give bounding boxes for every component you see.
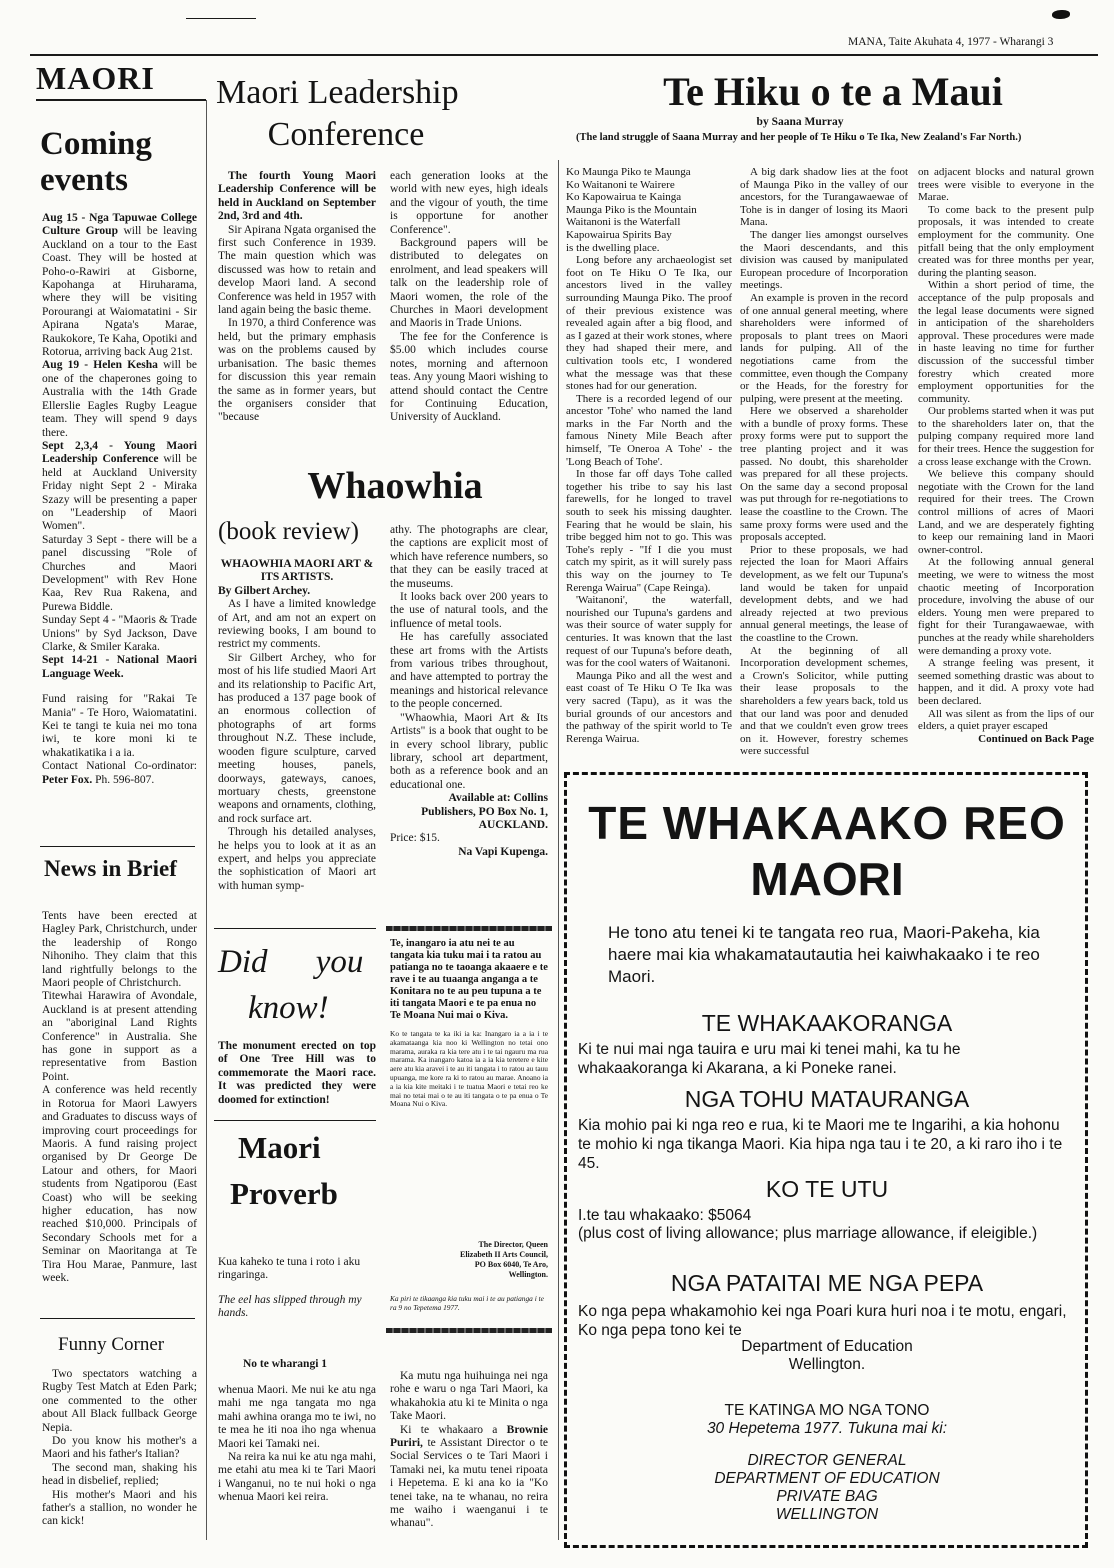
- hiku-para: All was silent as from the lips of our elders, a quiet prayer escaped: [918, 707, 1094, 733]
- didyouknow-rule: [214, 1120, 376, 1121]
- review-para: It looks back over 200 years to the use of natural tools, and the influence of metal tools.: [390, 591, 548, 630]
- leadership-para: each generation looks at the world with new eyes, high ideals and the vigour of youth, the time is opportune for another Conference".: [390, 170, 548, 236]
- wharangi-col-b: [390, 1370, 548, 1531]
- ad-text-pataitai: Ko nga pepa whakamohio kei nga Poari kura huri noa i te motu, engari, Ko nga pepa tono kei te: [578, 1303, 1067, 1339]
- leadership-para: Background papers will be distributed to delegates on enrolment, and lead speakers will talk on the leadership role of Maori women, the role of the Churches in Maori development and Maoris in Trade Unions.: [390, 237, 548, 330]
- hiku-col-c: [918, 166, 1094, 745]
- review-para: Through his detailed analyses, he helps you to look at it as an expert, and helps you appreciate the sophistication of Maori art with human symp-: [218, 826, 376, 892]
- hiku-para: Prior to these proposals, we had rejected the loan for Maori Affairs development, as we felt our Tupuna's land would be taken for unpaid development debts, and we had already rejected at two previous annual general meetings, the lease of the coastline to the Crown.: [740, 543, 908, 644]
- whaowhia-title: Whaowhia: [307, 465, 483, 507]
- continued-note: Continued on Back Page: [978, 732, 1094, 745]
- hiku-para: We believe this company should negotiate with the Crown for the land required for their trees. The Crown control millions of acres of Maori Land, and we are desperately fighting to keep our remaining land in Maori owner-control.: [918, 468, 1094, 556]
- notice-closing: Ka piri te tikaanga kia tuku mai i te au patianga i te ra 9 no Tepetema 1977.: [390, 1294, 544, 1312]
- ad-heading-whakaakoranga: TE WHAKAAKORANGA: [701, 1010, 953, 1036]
- funny-corner-title: Funny Corner: [58, 1334, 165, 1355]
- notice-heading: Te, inangaro ia atu nei te au tangata kia tuku mai i ta ratou au patianga no te taoanga akaaere e te rave i te au tuaanga anganga a te Konitara no te au peu tupuna a te iti tangata Maori e te pa enua no Te Moana Nui mai o Kiva.: [390, 938, 548, 1021]
- ad-text-utu-b: (plus cost of living allowance; plus marriage allowance, if eleigible.): [578, 1225, 1038, 1242]
- wharangi-para: Na reira ka nui ke atu nga mahi, me etahi atu mea ki te Tari Maori i Wanganui, no te nui hoki o nga whenua Maori kei reira.: [218, 1451, 376, 1504]
- leadership-para: In 1970, a third Conference was held, but the primary emphasis was on the problems caused by urbanisation. The basic themes for discussion this year remain the same as in former years, but the organisers consider that "because: [218, 317, 376, 424]
- ad-heading-utu: KO TE UTU: [765, 1176, 889, 1202]
- ad-address: [580, 1452, 1074, 1524]
- proverb-english: The eel has slipped through my hands.: [218, 1294, 362, 1320]
- news-item: Titewhai Harawira of Avondale, Auckland is at present attending an "aboriginal Land Rights Conference" in Australia. She has gone in support as a representative from Bastion Point.: [42, 990, 197, 1083]
- masthead-rule: [30, 54, 1098, 56]
- poem-line: Ko Maunga Piko te Maunga: [566, 166, 691, 178]
- hiku-para: Here we observed a shareholder with a bundle of proxy forms. These proxy forms were put to support the tree planting project and it was passed. No doubt, this shareholder was prepared for all these projects. On the same day a second proposal was put through for re-negotiations to lease the coastline to the Crown. The same proxy forms were used and the proposals accepted.: [740, 405, 908, 544]
- funny-para: Two spectators watching a Rugby Test Match at Eden Park; one commented to the other about All Black fullback George Nepia.: [42, 1368, 197, 1434]
- hiku-para: There is a recorded legend of our ancestor 'Tohe' who named the land marks in the Far North and the famous Ninety Mile Beach after himself, 'Te Oneroa A Tohe' - the 'Long Beach of Tohe'.: [566, 392, 732, 468]
- hiku-para: In those far off days Tohe called together his tribe to say his last farewells, for he longed to travel south to seek his missing daughter. Fearing that he would be slain, his tribe begged him not to go. This was Tohe's reply - "If I die you must catch my spirit, as it will surely pass this way on the journey to Te Rerenga Wairua" (Cape Reinga).: [566, 468, 732, 594]
- didyouknow-title-2: know!: [248, 990, 329, 1026]
- hiku-para: Within a short period of time, the acceptance of the pulp proposals and the legal lease documents were signed in anticipation of the shareholders approval. These procedures were made in haste leaving no time for further discussion of the successful timber forestry which created more employment opportunities for the community.: [918, 279, 1094, 405]
- funny-text: [42, 1368, 197, 1529]
- wharangi-para: Ka mutu nga huihuinga nei nga rohe e waru o nga Tari Maori, ka whakahokia atu ki te Minita o nga Take Maori.: [390, 1370, 548, 1423]
- fund-raising-text: Fund raising for "Rakai Te Mania" - Te Horo, Waiomatatini. Kei te tangi te kuia nei mo tona iwi, te kore moni ki te whakatikatika i a ia.: [42, 693, 197, 759]
- book-title: WHAOWHIA MAORI ART & ITS ARTISTS.: [220, 558, 374, 584]
- news-item: A conference was held recently in Rotorua for Maori Lawyers and Graduates to discuss ways of improving court proceedings for Maoris. A fund raising project organised by Dr George De Latour and others, for Maori students from Ngatiporou (East Coast) who will be seeking higher education, has now reached $10,000. Principals of Secondary Schools met for a Seminar on Maoritanga at Te Tira Hou Marae, Panmure, last week.: [42, 1084, 197, 1284]
- hiku-para: Our problems started when it was put to the shareholders later on, that the pulping company required more land for their trees. Hence the suggestion for a cross lease exchange with the Crown.: [918, 405, 1094, 468]
- event-item: Sunday Sept 4 - "Maoris & Trade Unions" by Syd Jackson, Dave Clarke, & Smiler Karaka.: [42, 614, 197, 653]
- ad-intro: He tono atu tenei ki te tangata reo rua, Maori-Pakeha, kia haere mai kia whakamatautautia hei kaiwhakaako i te reo Maori.: [608, 923, 1040, 986]
- hiku-para: Long before any archaeologist set foot on Te Hiku O Te Ika, our ancestors lived in the valley surrounding Maunga Piko. The proof of their previous existence was revealed again after a big flood, and as I gazed at their work stones, where they had shaped their mere, and cultivation tools etc, I wondered what the message was that these stones had for our generation.: [566, 254, 732, 393]
- ad-text-utu-a: I.te tau whakaako: $5064: [578, 1207, 752, 1224]
- poem-line: Kapowairua Spirits Bay: [566, 228, 672, 241]
- hiku-byline: by Saana Murray: [756, 116, 844, 128]
- notice-small-text: Ko te tangata te ka iki ia ka: Inangaro ia a ia i te akamataanga kia noo ki Wellington no tetai ono marama, auraka ra kia tere atu i te tai ngauru ma rua marama. Ka inangaro katoa ia a ia kia teretere e kite aere atu kia aravei i te au iti tangata i to ratou au tauu upuanga, me kore ra ki to ratou au marae. Anoano ia a ia kia kite meitaki i te tuatua Maori e tetai reo ke mai no tetai mai o te au iti tangata o te pa enua o Te Moana Nui o Kiva.: [390, 1029, 548, 1109]
- poem-line: Waitanoni is the Waterfall: [566, 216, 681, 229]
- notice-top-bar: [386, 926, 552, 931]
- whaowhia-col-b: [390, 524, 548, 859]
- section-label-maori: MAORI: [36, 60, 155, 96]
- hiku-para: The danger lies amongst ourselves the Maori descendants, and this division was caused by manipulated European procedure of Incorporation meetings.: [740, 228, 908, 292]
- notice-sign: The Director, Queen Elizabeth II Arts Council, PO Box 6040, Te Aro, Wellington.: [459, 1240, 548, 1279]
- leadership-para: The fee for the Conference is $5.00 which includes course notes, morning and afternoon teas. Any young Maori wishing to attend should contact the Centre for Continuing Education, University of Auckland.: [390, 330, 548, 424]
- hiku-title: Te Hiku o te a Maui: [663, 69, 1003, 114]
- top-short-rule: [186, 18, 256, 19]
- poem-line: Ko Kapowairua te Kainga: [566, 191, 682, 204]
- didyouknow-text: The monument erected on top of One Tree Hill was to commemorate the Maori race. It was predicted they were doomed for extinction!: [218, 1040, 376, 1106]
- ad-title-1: TE WHAKAAKO REO: [588, 797, 1066, 849]
- ad-text-dept: Department of Education: [741, 1338, 913, 1355]
- hiku-para: on adjacent blocks and natural grown trees were visible to everyone in the Marae.: [918, 166, 1094, 204]
- funny-para: Do you know his mother's a Maori and his father's Italian?: [42, 1435, 197, 1461]
- contact-line: Contact National Co-ordinator: Peter Fox. Ph. 596-807.: [42, 760, 197, 786]
- ad-deadline-2: 30 Hepetema 1977. Tukuna mai ki:: [706, 1420, 948, 1437]
- proverb-title-1: Maori: [238, 1130, 321, 1165]
- hiku-para: An example is proven in the record of one annual general meeting, where shareholders were informed of proposals to plant trees on Maori lands for pulping. All of the negotiations came from the committee, even though the Company or the Heads, for the forestry for pulping, were present at the meeting.: [740, 291, 908, 405]
- address-line: DEPARTMENT OF EDUCATION: [714, 1470, 940, 1487]
- address-line: DIRECTOR GENERAL: [747, 1452, 907, 1469]
- leadership-col-b: [390, 170, 548, 425]
- leadership-title-2: Conference: [267, 116, 425, 153]
- ad-deadline-1: TE KATINGA MO NGA TONO: [724, 1402, 930, 1419]
- proverb-title-2: Proverb: [230, 1176, 338, 1211]
- event-item: Aug 19 - Helen Kesha will be one of the chaperones going to Australia with the 14th Grade Ellerslie Eagles Rugby League team. They will spend 9 days there.: [42, 359, 197, 439]
- ad-title-2: MAORI: [750, 853, 904, 905]
- book-byline: By Gilbert Archey.: [218, 584, 311, 597]
- hiku-col-b: [740, 166, 908, 758]
- notice-bottom-bar: [386, 1328, 552, 1333]
- ad-text-tohu: Kia mohio pai ki nga reo e rua, ki te Maori me te Ingarihi, a kia hohonu te mohio ki nga tikanga Maori. Kia hipa nga tau i te 20, a ki raro iho i te 45.: [578, 1117, 1063, 1172]
- events-list: [42, 212, 197, 787]
- leadership-para: Sir Apirana Ngata organised the first such Conference in 1939. The main question which was discussed was how to retain and develop Maori land. A second Conference was held in 1957 with land again being the basic theme.: [218, 223, 376, 317]
- whaowhia-bottom-rule: [214, 928, 376, 929]
- news-rule: [40, 846, 195, 847]
- section-label-underline: [36, 99, 206, 101]
- event-item: Sept 2,3,4 - Young Maori Leadership Conference will be held at Auckland University Friday night Sept 2 - Miraka Szazy will be presenting a paper on "Leadership of Maori Women".: [42, 439, 197, 533]
- event-item: Saturday 3 Sept - there will be a panel discussing "Role of Churches and Maori Development" with Rev Hone Kaa, Rev Rua Rakena, and Purewa Biddle.: [42, 533, 197, 613]
- leadership-title-1: Maori Leadership: [216, 74, 459, 111]
- poem-line: is the dwelling place.: [566, 241, 660, 254]
- funny-para: His mother's Maori and his father's a stallion, no wonder he can kick!: [42, 1488, 197, 1528]
- masthead-line: MANA, Taite Akuhata 4, 1977 - Wharangi 3: [848, 36, 1054, 48]
- event-item: Sept 14-21 - National Maori Language Week.: [42, 654, 197, 680]
- ad-heading-tohu: NGA TOHU MATAURANGA: [684, 1086, 970, 1112]
- ad-heading-pataitai: NGA PATAITAI ME NGA PEPA: [670, 1270, 984, 1296]
- review-para: He has carefully associated these art froms with the Artists from various tribes throughout, and have attempted to portray the meanings and historical relevance to the people concerned.: [390, 631, 548, 711]
- hiku-subtitle: (The land struggle of Saana Murray and her people of Te Hiku o Te Ika, New Zealand's Far North.): [576, 132, 1022, 143]
- news-in-brief-title: News in Brief: [44, 856, 177, 881]
- poem-line: Ko Waitanoni te Wairere: [566, 178, 675, 191]
- coming-events-title: Coming events: [40, 126, 152, 198]
- hiku-para: A strange feeling was present, it seemed something drastic was about to happen, and it did. A proxy vote had been declared.: [918, 657, 1094, 707]
- ink-blot-icon: [1052, 10, 1070, 19]
- hiku-para: A big dark shadow lies at the foot of Maunga Piko in the valley of our ancestors, for the Turangawaewae of Tohe is in danger of losing its Maori Mana.: [740, 166, 908, 229]
- hiku-para: At the following annual general meeting, we were to witness the most chaotic meeting of Incorporation procedure, involving the abuse of our elders. Young men were prepared to fight for their Turangawaewae, with punches at the ready while shareholders were demanding a proxy vote.: [918, 556, 1094, 657]
- review-para: athy. The photographs are clear, the captions are explicit most of which have reference numbers, so that they can be easily traced at the museums.: [390, 524, 548, 590]
- ad-text-wellington: Wellington.: [788, 1356, 866, 1373]
- hiku-para: At the beginning of all Incorporation development schemes, a Crown's Solicitor, while putting their lease proposals to the shareholders a few years back, told us that our land was poor and denuded and that we couldn't even grow trees on it. However, forestry schemes were successful: [740, 644, 908, 758]
- hiku-para: Maunga Piko and all the west and east coast of Te Hiku O Te Ika was very sacred (Tapu), as it was the burial grounds of our ancestors and the pathway of the spirit world to Te Rerenga Wairua.: [566, 669, 732, 745]
- address-line: PRIVATE BAG: [776, 1488, 878, 1505]
- address-line: WELLINGTON: [775, 1506, 879, 1523]
- hiku-col-a: [566, 166, 732, 745]
- funny-para: The second man, shaking his head in disbelief, replied;: [42, 1461, 197, 1488]
- review-para: Sir Gilbert Archey, who for most of his life studied Maori Art and its relationship to Pacific Art, has produced a 137 page book of an enormous collection of photographs of art forms throughout N.Z. These include, wooden figure sculpture, carved meeting houses, panels, doorways, gateways, canoes, mortuary chests, greenstone weapons and ornaments, clothing, and rock surface art.: [218, 651, 376, 825]
- col3-divider: [558, 160, 559, 1540]
- available-at: Available at: Collins Publishers, PO Box No. 1, AUCKLAND.: [421, 792, 548, 831]
- whaowhia-col-a: [218, 558, 376, 893]
- whaowhia-subtitle: (book review): [218, 518, 359, 545]
- news-list: [42, 910, 197, 1285]
- hiku-para: 'Waitanoni', the waterfall, nourished our Tupuna's gardens and was their source of water supply for centuries. It was known that the last request of our Tupuna's before death, was for the cool waters of Waitanoni.: [566, 594, 732, 670]
- ad-text-whakaakoranga: Ki te nui mai nga tauira e uru mai ki tenei mahi, ka tu he whakaakoranga ki Akarana, a ki Poneke ranei.: [578, 1041, 961, 1077]
- leadership-lead: The fourth Young Maori Leadership Conference will be held in Auckland on September 2nd, 3rd and 4th.: [218, 170, 376, 223]
- price: Price: $15.: [390, 832, 440, 845]
- poem-line: Maunga Piko is the Mountain: [566, 203, 697, 216]
- reviewer: Na Vapi Kupenga.: [458, 845, 548, 858]
- funny-rule: [40, 1318, 195, 1319]
- wharangi-heading: No te wharangi 1: [243, 1358, 328, 1370]
- didyouknow-title-1: Did you: [218, 944, 364, 980]
- proverb-maori: Kua kaheko te tuna i roto i aku ringaringa.: [218, 1256, 361, 1282]
- wharangi-para: Ki te whakaaro a Brownie Puriri, te Assistant Director o te Social Services o te Tari Maori i Tamaki nei, ka mutu tenei ripoata i Hepetema. E ki ana ko ia "Ko tenei take, na te whanau, no reira me waiho i waenganui i te whanau".: [390, 1423, 548, 1530]
- event-item: Aug 15 - Nga Tapuwae College Culture Group will be leaving Auckland on a tour to the East Coast. They will be hosted at Poho-o-Rawiri at Gisborne, Kapohanga at Hiruharama, where they will be visiting Porourangi at Waiomatatini - Sir Apirana Ngata's Marae, Raukokore, Te Kaha, Opotiki and Rotorua, arriving back Aug 21st.: [42, 212, 197, 359]
- wharangi-col-a: [218, 1384, 376, 1505]
- leadership-col-a: [218, 170, 376, 425]
- wharangi-para: whenua Maori. Me nui ke atu nga mahi me nga tangata mo nga mahi awhina oranga mo te iwi, no te mea he iti noa iho nga whenua Maori kei Tamaki nei.: [218, 1384, 376, 1450]
- hiku-para: To come back to the present pulp proposals, it was intended to create employment for the community. One pitfall being that the only employment created was for three months per year, during the planting season.: [918, 203, 1094, 279]
- news-item: Tents have been erected at Hagley Park, Christchurch, under the leadership of Rongo Nihoniho. They claim that this land rightfully belongs to the Maori people of Christchurch.: [42, 910, 197, 990]
- col1-divider: [206, 100, 207, 1540]
- review-para: As I have a limited knowledge of Art, and am not an expert on reviewing books, I am bound to restrict my comments.: [218, 598, 376, 651]
- review-para: "Whaowhia, Maori Art & Its Artists" is a book that ought to be in every school library, public library, school art department, both as a reference book and an educational one.: [390, 711, 548, 791]
